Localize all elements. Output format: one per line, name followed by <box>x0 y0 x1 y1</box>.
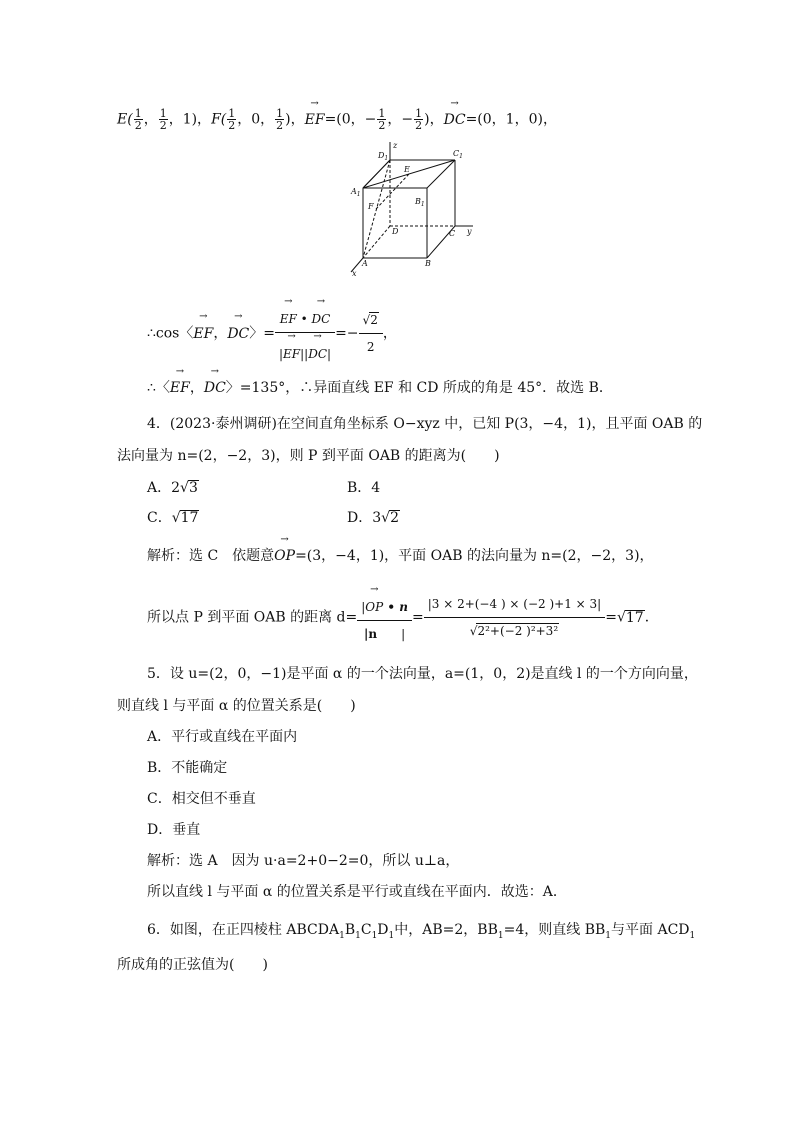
label-a1: $A_1$ <box>351 187 361 198</box>
label-z: z <box>393 141 398 150</box>
q4-stem-line2: 法向量为 n=(2，−2，3)，则 P 到平面 OAB 的距离为( ) <box>117 448 500 464</box>
label-c: C <box>449 229 456 238</box>
fraction-half: $\frac{1}{2}$ <box>276 107 284 132</box>
label-y: y <box>467 227 472 236</box>
q5-stem-line2: 则直线 l 与平面 α 的位置关系是( ) <box>117 698 356 714</box>
label-b: B <box>425 259 431 268</box>
vector-dc: → DC <box>444 110 466 130</box>
q5-solution-line2: 所以直线 l 与平面 α 的位置关系是平行或直线在平面内．故选：A． <box>147 884 567 900</box>
q5-option-c: C．相交但不垂直 <box>147 791 256 807</box>
q4-option-b: B．4 <box>347 480 381 496</box>
distance-computation-fraction: $\frac{|3 \times 2+(-4 ) \times (-2 )+1 \times 3|}{\text{√2²+(−2 )²+3²}}$ <box>424 591 606 644</box>
q6-stem-line1: 6．如图，在正四棱柱 $ABCDA_1B_1C_1D_1$中，AB=2，$BB_1=4$，则直线 $BB_1$与平面 $ACD_1$ <box>147 922 696 941</box>
q4-solution-line2: 所以点 P 到平面 OAB 的距离 d= $\frac{|\to OP • n}{|n |}$ = $\frac{|3 \times 2+(-4 ) \times (-2 )+1 \times 3|}{\text{√2²+(−2 )²+3²}}$ =√17． <box>147 588 659 647</box>
q5-option-a: A．平行或直线在平面内 <box>147 729 298 745</box>
fraction-half: $\frac{1}{2}$ <box>228 107 236 132</box>
q4-option-d: D．3√2 <box>347 510 399 526</box>
cosine-fraction: → $\frac{EF • \to DC}{|\to EF||\to DC|}$ <box>275 300 335 367</box>
q6-stem-line2: 所成角的正弦值为( ) <box>117 957 268 973</box>
label-c1: $C_1$ <box>453 149 463 160</box>
cube-figure <box>345 138 480 278</box>
label-a: A <box>362 259 368 268</box>
fraction-half: $\frac{1}{2}$ <box>378 107 386 132</box>
q5-option-d: D．垂直 <box>147 822 201 838</box>
q4-option-c: C．√17 <box>147 510 199 526</box>
q5-stem-line1: 5．设 u=(2，0，−1)是平面 α 的一个法向量，a=(1，0，2)是直线 l 的一个方向向量， <box>147 666 698 682</box>
distance-fraction: $\frac{|\to OP • n}{|n |}$ <box>357 588 412 647</box>
q4-option-a: A．2√3 <box>147 480 198 496</box>
cosine-line: ∴cos〈→ EF，→ DC〉= → $\frac{EF • \to DC}{|\to EF||\to DC|}$ =− $\frac{√2}{2}$ ， <box>147 300 397 367</box>
sqrt2-over-2: $\frac{√2}{2}$ <box>359 307 383 360</box>
q4-stem-line1: 4．(2023·泰州调研)在空间直角坐标系 O−xyz 中，已知 P(3，−4，1)，且平面 OAB 的 <box>147 416 703 432</box>
q5-solution-line1: 解析：选 A 因为 u·a=2+0−2=0，所以 u⊥a， <box>147 853 460 869</box>
vector-ef: → EF <box>305 110 325 130</box>
point-e-label: E( <box>117 111 133 128</box>
label-d1: $D_1$ <box>378 151 389 162</box>
point-f-label: F( <box>211 111 227 128</box>
label-b1: $B_1$ <box>415 197 425 208</box>
fraction-half: $\frac{1}{2}$ <box>159 107 167 132</box>
fraction-half: $\frac{1}{2}$ <box>134 107 142 132</box>
label-e: E <box>404 165 410 174</box>
coordinates-line: E( $\frac{1}{2}$ ， $\frac{1}{2}$ ，1)，F( $\frac{1}{2}$ ，0， $\frac{1}{2}$ )，→ EF=(0，− $\frac{1}{2}$ ，− $\frac{1}{2}$ )，→ DC=(0，1，0)， <box>117 108 557 131</box>
label-f: F <box>368 202 374 211</box>
label-x: x <box>352 269 357 278</box>
q5-option-b: B．不能确定 <box>147 760 228 776</box>
q4-solution-line1: 解析：选 C 依题意→ OP=(3，−4，1)，平面 OAB 的法向量为 n=(2，−2，3)， <box>147 546 654 566</box>
angle-conclusion-line: ∴〈→ EF，→ DC〉=135°，∴异面直线 EF 和 CD 所成的角是 45°．故选 B． <box>147 378 613 398</box>
label-d: D <box>392 227 399 236</box>
fraction-half: $\frac{1}{2}$ <box>415 107 423 132</box>
